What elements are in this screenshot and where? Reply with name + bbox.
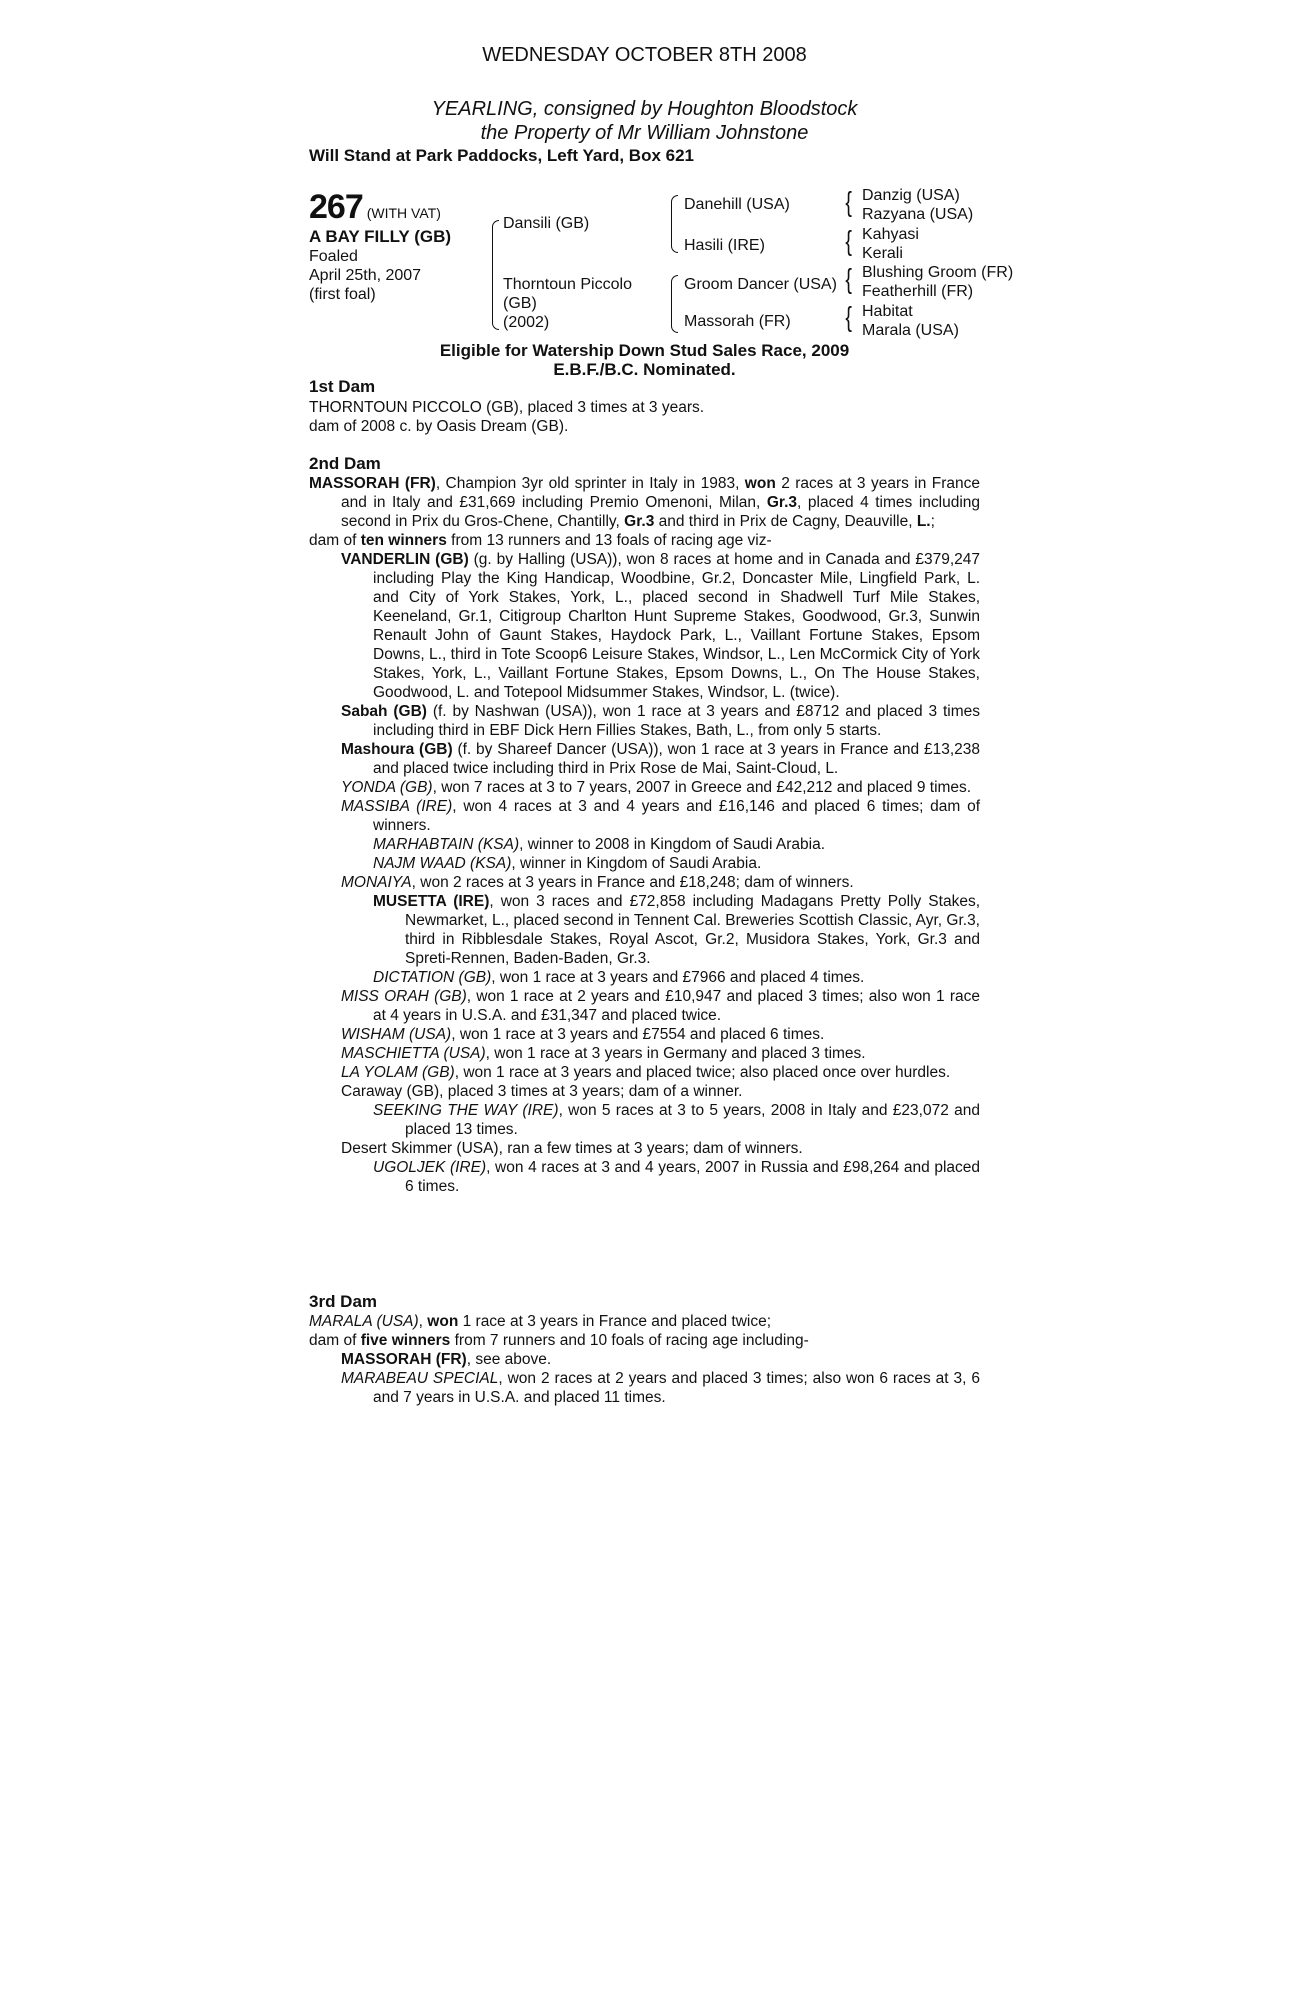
horse-name: LA YOLAM (GB): [341, 1064, 455, 1081]
produce-miss-orah: [309, 987, 980, 1025]
winners-count: ten winners: [360, 532, 447, 549]
horse-name: WISHAM (USA): [341, 1026, 452, 1043]
second-dam-body: [309, 474, 980, 1196]
horse-name: MASSORAH (FR): [309, 475, 436, 492]
horse-name: MONAIYA: [341, 874, 412, 891]
text: , won 2 races at 2 years and placed 3 times; also won 6 races at 3, 6 and 7 years in U.S.A. and placed 11 times.: [373, 1370, 980, 1406]
text: ,: [418, 1313, 428, 1330]
text: from 13 runners and 13 foals of racing age viz-: [446, 532, 772, 549]
produce-ugoljek: [309, 1158, 980, 1196]
horse-name: MUSETTA (IRE): [373, 893, 490, 910]
grade: Gr.3: [624, 513, 655, 530]
lot-name: A BAY FILLY (GB): [309, 227, 452, 246]
produce-marhabtain: [309, 835, 980, 854]
text: , won 1 race at 2 years and £10,947 and placed 3 times; also won 1 race at 4 years in U.S.A. and £31,347 and placed twice.: [373, 988, 980, 1024]
horse-name: MASCHIETTA (USA): [341, 1045, 486, 1062]
text: , won 1 race at 3 years in Germany and placed 3 times.: [485, 1045, 866, 1062]
horse-name: UGOLJEK (IRE): [373, 1159, 487, 1176]
second-dam-intro: [309, 474, 980, 531]
third-dam-body: [309, 1312, 980, 1407]
text: , placed 4 times including second in Prix du Gros-Chene, Chantilly,: [341, 494, 980, 530]
pedigree-ggs2: Razyana (USA): [862, 206, 974, 223]
consignment-block: [0, 97, 1289, 145]
produce-najm-waad: [309, 854, 980, 873]
third-dam-of-line: [309, 1331, 980, 1350]
produce-la-yolam: [309, 1063, 980, 1082]
text: , won 3 races and £72,858 including Madagans Pretty Polly Stakes, Newmarket, L., placed second in Tennent Cal. Breweries Scottish Classic, Ayr, Gr.3, third in Ribblesdale Stakes, Royal Ascot, Gr.2, Musidora Stakes, York, Gr.3 and Spreti-Rennen, Baden-Baden, Gr.3.: [405, 893, 981, 967]
grade: L.: [916, 513, 931, 530]
text: 1 race at 3 years in France and placed twice;: [458, 1313, 772, 1330]
lot-number: 267: [309, 188, 363, 226]
text: , winner to 2008 in Kingdom of Saudi Arabia.: [519, 836, 826, 853]
first-dam-heading: 1st Dam: [309, 377, 376, 396]
property-line: the Property of Mr William Johnstone: [480, 122, 809, 144]
pedigree-ggs7: Habitat: [862, 303, 913, 320]
text: 2 races at 3 years in France and in Italy and £31,669 including Premio Omenoni, Milan,: [341, 475, 980, 511]
horse-name: Sabah (GB): [341, 703, 427, 720]
produce-seeking-the-way: [309, 1101, 980, 1139]
pedigree-ggs3: Kahyasi: [862, 226, 919, 243]
lot-info: [309, 188, 451, 304]
winners-count: five winners: [360, 1332, 451, 1349]
produce-marabeau-special: [309, 1369, 980, 1407]
pedigree-ggs8: Marala (USA): [862, 322, 959, 339]
pedigree-ggs5: Blushing Groom (FR): [862, 264, 1014, 281]
produce-monaiya: [309, 873, 980, 892]
foal-note: (first foal): [309, 286, 376, 303]
pedigree-dam-line2: (GB): [503, 295, 537, 312]
pedigree-brace-3: {: [845, 263, 852, 294]
text: , won 1 race at 3 years and £7554 and placed 6 times.: [451, 1026, 825, 1043]
horse-name: YONDA (GB): [341, 779, 433, 796]
pedigree-ggs4: Kerali: [862, 245, 903, 262]
text: (g. by Halling (USA)), won 8 races at home and in Canada and £379,247 including Play the King Handicap, Woodbine, Gr.2, Doncaster Mile, Lingfield Park, L. and City of York Stakes, York, L., placed second in Shadwell Turf Mile Stakes, Keeneland, Gr.1, Citigroup Charlton Hunt Supreme Stakes, Goodwood, Gr.3, Sunwin Renault John of Gaunt Stakes, Haydock Park, L., Vaillant Fortune Stakes, Epsom Downs, L., third in Tote Scoop6 Leisure Stakes, Windsor, L., Len McCormick City of York Stakes, York, L., Vaillant Fortune Stakes, Epsom Downs, L., On The House Stakes, Goodwood, L. and Totepool Midsummer Stakes, Windsor, L. (twice).: [373, 551, 980, 701]
first-dam-line1: THORNTOUN PICCOLO (GB), placed 3 times at 3 years.: [309, 399, 705, 416]
horse-name: MARABEAU SPECIAL: [341, 1370, 499, 1387]
text: , won 2 races at 3 years in France and £18,248; dam of winners.: [411, 874, 854, 891]
text: won: [744, 475, 776, 492]
eligibility-line1: Eligible for Watership Down Stud Sales Race, 2009: [439, 341, 850, 360]
pedigree-gs3: Groom Dancer (USA): [684, 276, 837, 293]
produce-wisham: [309, 1025, 980, 1044]
grade: Gr.3: [766, 494, 798, 511]
pedigree-gs4: Massorah (FR): [684, 313, 791, 330]
produce-sabah: [309, 702, 980, 740]
produce-yonda: [309, 778, 980, 797]
text: ;: [930, 513, 935, 530]
horse-name: VANDERLIN (GB): [341, 551, 469, 568]
text: (f. by Shareef Dancer (USA)), won 1 race at 3 years in France and £13,238 and placed twice including third in Prix Rose de Mai, Saint-Cloud, L.: [373, 741, 980, 777]
text: dam of: [309, 1332, 361, 1349]
text: , won 4 races at 3 and 4 years, 2007 in Russia and £98,264 and placed 6 times.: [405, 1159, 980, 1195]
foaled-date: April 25th, 2007: [309, 267, 422, 284]
produce-mashoura: [309, 740, 980, 778]
pedigree-ggs6: Featherhill (FR): [862, 283, 974, 300]
produce-maschietta: [309, 1044, 980, 1063]
pedigree-dam: [503, 275, 632, 332]
horse-name: MARALA (USA): [309, 1313, 419, 1330]
text: from 7 runners and 10 foals of racing age including-: [450, 1332, 809, 1349]
text: , won 7 races at 3 to 7 years, 2007 in Greece and £42,212 and placed 9 times.: [432, 779, 972, 796]
eligibility: [0, 341, 1289, 379]
pedigree-brace-sire: [671, 195, 678, 253]
first-dam-text: [309, 398, 980, 436]
foaled-label: Foaled: [309, 248, 358, 265]
pedigree-brace-4: {: [845, 301, 852, 332]
horse-name: MASSIBA (IRE): [341, 798, 453, 815]
produce-caraway: Caraway (GB), placed 3 times at 3 years; dam of a winner.: [341, 1083, 743, 1100]
horse-name: MARHABTAIN (KSA): [373, 836, 520, 853]
produce-massiba: [309, 797, 980, 835]
dam-of-line: [309, 531, 980, 550]
produce-desert-skimmer: Desert Skimmer (USA), ran a few times at 3 years; dam of winners.: [341, 1140, 803, 1157]
text: , winner in Kingdom of Saudi Arabia.: [511, 855, 762, 872]
text: , won 5 races at 3 to 5 years, 2008 in Italy and £23,072 and placed 13 times.: [405, 1102, 980, 1138]
text: and third in Prix de Cagny, Deauville,: [654, 513, 917, 530]
pedigree-sire: Dansili (GB): [503, 215, 590, 232]
text: (f. by Nashwan (USA)), won 1 race at 3 years and £8712 and placed 3 times including third in EBF Dick Hern Fillies Stakes, Bath, L., from only 5 starts.: [373, 703, 980, 739]
lot-vat: (WITH VAT): [366, 205, 441, 221]
text: , won 1 race at 3 years and placed twice; also placed once over hurdles.: [454, 1064, 951, 1081]
produce-massorah: [309, 1350, 980, 1369]
text: , won 1 race at 3 years and £7966 and placed 4 times.: [491, 969, 865, 986]
produce-musetta: [309, 892, 980, 968]
third-dam-heading: 3rd Dam: [309, 1292, 378, 1311]
pedigree-ggs1: Danzig (USA): [862, 187, 960, 204]
produce-dictation: [309, 968, 980, 987]
text: , Champion 3yr old sprinter in Italy in 1983,: [435, 475, 745, 492]
pedigree-dam-line1: Thorntoun Piccolo: [503, 276, 632, 293]
second-dam-heading: 2nd Dam: [309, 454, 381, 473]
eligibility-line2: E.B.F./B.C. Nominated.: [553, 360, 736, 379]
text: , see above.: [466, 1351, 552, 1368]
page-header: WEDNESDAY OCTOBER 8TH 2008: [482, 44, 807, 66]
horse-name: MISS ORAH (GB): [341, 988, 467, 1005]
pedigree-brace-2: {: [845, 225, 852, 256]
pedigree-brace-dam: [671, 275, 678, 333]
text: dam of: [309, 532, 361, 549]
third-dam-intro: [309, 1312, 980, 1331]
horse-name: MASSORAH (FR): [341, 1351, 467, 1368]
first-dam-line2: dam of 2008 c. by Oasis Dream (GB).: [309, 418, 569, 435]
text: won: [427, 1313, 459, 1330]
pedigree-dam-line3: (2002): [503, 314, 550, 331]
stand-location: Will Stand at Park Paddocks, Left Yard, Box 621: [309, 146, 694, 165]
pedigree-gs2: Hasili (IRE): [684, 237, 765, 254]
consignment-line: YEARLING, consigned by Houghton Bloodstock: [431, 98, 858, 120]
text: , won 4 races at 3 and 4 years and £16,146 and placed 6 times; dam of winners.: [373, 798, 981, 834]
horse-name: NAJM WAAD (KSA): [373, 855, 512, 872]
pedigree-brace-1: {: [845, 186, 852, 217]
horse-name: Mashoura (GB): [341, 741, 453, 758]
horse-name: DICTATION (GB): [373, 969, 492, 986]
pedigree-gs1: Danehill (USA): [684, 196, 790, 213]
horse-name: SEEKING THE WAY (IRE): [373, 1102, 559, 1119]
produce-vanderlin: [309, 550, 980, 702]
pedigree-brace-main: [492, 220, 499, 330]
